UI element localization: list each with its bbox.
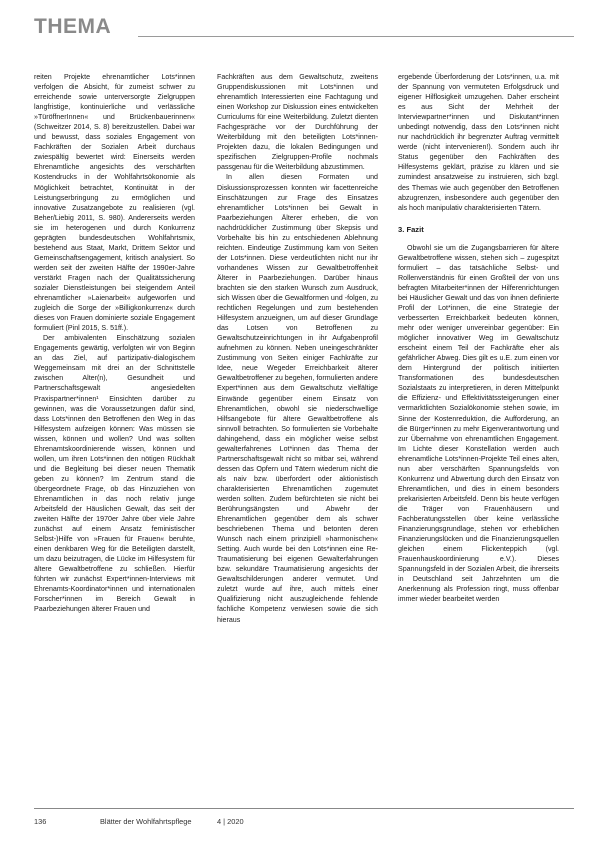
footer-rule bbox=[34, 808, 574, 809]
paragraph: Der ambivalenten Einschätzung sozialen Engagements gewärtig, verfolgten wir von Beginn an das Ziel, auf partizipativ-dialogischem Weggemeinsam mit drei an der Schnittstelle zwischen Alter(n), Gesundheit und Partnerschaftsgewalt angesiedelten Praxispartner*innen¹ Einsichten darüber zu gewinnen, was die Voraussetzungen dafür sind, dass Lots*innen den Betroffenen den Weg in das Hilfesystem aufzeigen können: Was müssen sie wissen, können und wollen? Und was sollten Ehrenamtskoordinierende wissen, können und wollen, um ihren Lots*innen den nötigen Rückhalt und die Begleitung bei dieser neuen Thematik geben zu können? Im Zentrum stand die übergeordnete Frage, ob das Hinzuziehen von Ehrenamtlichen in das noch relativ junge Arbeitsfeld der Häuslichen Gewalt, das seit der zweiten Hälfte der 1970er Jahre über viele Jahre zunächst auf einem Ansatz feministischer Selbst-)Hilfe von »Frauen für Frauen« beruhte, einen denkbaren Weg für die Beteiligten darstellt, um dazu beizutragen, die Lücke im Hilfesystem für ältere Gewaltbetroffene zu schließen. Hierfür führten wir zunächst Expert*innen-Interviews mit Ehrenamts-Koordinator*innen und internationalen Forscher*innen im Bereich Gewalt in Paarbeziehungen älterer Frauen und bbox=[34, 334, 195, 614]
paragraph: reiten Projekte ehrenamtlicher Lots*innen verfolgen die Absicht, für zumeist schwer zu erreichende sowie unterversorgte Zielgruppen langfristige, kontinuierliche und verlässliche »TüröffnerInnen« und Brückenbauerinnen« (Schweitzer 2014, S. 8) bereitzustellen. Dabei war und bewusst, dass soziales Engagement von Fachkräften der Sozialen Arbeit durchaus zwiespältig bewertet wird: Einerseits werden Ehrenamtliche angesichts des verschärften Kostendrucks in der Wohlfahrtsökonomie als Möglichkeit betrachtet, Kontinuität in der Leistungserbringung zu ermöglichen und innovative Zusatzangebote zu realisieren (vgl. Beher/Liebig 2011, S. 980). Andererseits werden sie im heterogenen und durch Konkurrenz geprägten bundesdeutschen Wohlfahrtsmix, bestehend aus Staat, Markt, Drittem Sektor und Gemeinschaftsengagement, kritisch analysiert. So werden seit der zweiten Hälfte der 1990er-Jahre verstärkt Fragen nach der Qualitätssicherung sozialer Dienstleistungen bei steigendem Anteil ehrenamtlicher »Laienarbeit« aufgeworfen und zugleich die Sorge der »Billigkonkurrenz« durch dieses von Frauen dominierte soziale Engagement formuliert (Pinl 2015, S. 51ff.). bbox=[34, 73, 195, 333]
section-heading: 3. Fazit bbox=[398, 224, 424, 234]
paragraph: Fachkräften aus dem Gewaltschutz, zweitens Gruppendiskussionen mit Lots*innen und ehrenamtlich Interessierten eine Fachtagung und einen Workshop zur Diskussion eines entwickelten Curriculums für eine Weiterbildung. Zuletzt dienten Fachgespräche vor der Durchführung der Weiterbildung mit den beteiligten Lots*innen-Projekten dazu, die lokalen Bedingungen und spezifischen Zielgruppen-Profile nochmals passgenau für die Weiterbildung abzustimmen. bbox=[217, 73, 378, 172]
header-rule bbox=[138, 36, 574, 37]
section-title: THEMA bbox=[34, 15, 112, 38]
page-header bbox=[34, 14, 574, 40]
paragraph: ergebende Überforderung der Lots*innen, u.a. mit der Spannung von vermuteten Erfolgsdruck und eigener Hilflosigkeit umzugehen. Daher erscheint es aus Sicht der Mehrheit der Interviewpartner*innen und Diskutant*innen unbedingt notwendig, dass den Lots*innen nicht nur nachdrücklich ihr begrenzter Auftrag vermittelt werde (nicht intervenieren!). Sondern auch ihr Status gegenüber den Fachkräften des Hilfesystems geklärt, präzise zu klären und sie zumindest ansatzweise zu instruieren, sich bzgl. des Themas wie auch gegenüber den Betroffenen abzugrenzen, insbesondere auch gegenüber den als hoch manipulativ charakterisierten Tätern. bbox=[398, 73, 559, 212]
paragraph: Obwohl sie um die Zugangsbarrieren für ältere Gewaltbetroffene wissen, stehen sich – zugespitzt formuliert – das tatsächliche Selbst- und Rollenverständnis für einen Großteil der von uns befragten Mitarbeiter*innen der Hilferenrichtungen bei Häuslicher Gewalt und das von ihnen definierte Profil der Lot*innen, die eine Strategie der verbesserten Erreichbarkeit bedeuten können, mehr oder weniger unvereinbar gegenüber: Ein möglicher innovativer Weg im Gewaltschutz erscheint einem Teil der Fachkräfte eher als gefährlicher Abweg. Dies gilt es u.E. zum einen vor dem Hintergrund der politisch initiierten Transformationen des bundesdeutschen Sozialstaats zu interpretieren, in deren Mittelpunkt die Effizienz- und Effektivitätssteigerungen einer vermarktlichten Sozialökonomie stehen sowie, im Sinne der Kostenreduktion, die Aufforderung, an die Bürger*innen zu mehr Eigenverantwortung und zur Übernahme von ehrenamtlichen Engagement. Im Lichte dieser Konstellation werden auch ehrenamtliche Lots*innen-Projekte Teil eines alten, nun aber verschärften Spannungsfelds von Konkurrenz und Abwertung durch den Einsatz von Ehrenamtlichen, und dies in einem besonders prekarisierten Arbeitsfeld. Denn bis heute verfügen die Träger von Frauenhäusern und Fachberatungsstellen über keine verlässliche Finanzierungsgrundlage, stehen vor erheblichen Finanzierungslücken und die Finanzierungsquellen gleichen einem Flickenteppich (vgl. Frauenhauskoordinierung e.V.). Dieses Spannungsfeld in der Sozialen Arbeit, die ihrerseits in Deutschland seit Jahrzehnten um die Anerkennung als Profession ringt, muss offenbar immer wieder bearbeitet werden bbox=[398, 243, 559, 604]
issue-number: 4 | 2020 bbox=[217, 817, 244, 826]
text-column-1 bbox=[34, 72, 195, 615]
journal-name: Blätter der Wohlfahrtspflege bbox=[100, 817, 192, 826]
page-number: 136 bbox=[34, 817, 47, 826]
paragraph: In allen diesen Formaten und Diskussionsprozessen konnten wir facettenreiche Einschätzungen zur Frage des Einsatzes ehrenamtlicher Lots*innen bei Gewalt in Paarbeziehungen Älterer erheben, die von nachdrücklicher Zustimmung über Skepsis und Vorbehalte bis hin zu entschiedenen Ablehnung reichten. Eindeutige Zustimmung kam von Seiten der Lots*innen. Diese verdeutlichten nicht nur ihr vorhandenes Wissen zur Gewaltbetroffenheit Älterer in Paarbeziehungen. Darüber hinaus brachten sie den starken Wunsch zum Ausdruck, sich Wissen über die Gewaltformen und -folgen, zu rechtlichen Regelungen und zum bestehenden Hilfesystem anzueignen, um auf dieser Grundlage das Lotsen von Betroffenen zu Gewaltschutzeinrichtungen in ihr Aufgabenprofil aufnehmen zu können. Neben uneingeschränkter Zustimmung von Seiten einiger Fachkräfte zur Idee, neue Wegeder Erreichbarkeit älterer Gewaltbetroffener zu begehen, formulierten andere Expert*innen aus dem Gewaltschutz vielfältige Einwände gegenüber einem Einsatz von Ehrenamtlichen, obwohl sie niederschwellige Hilfsangebote für ältere Gewaltbetroffene als sinnvoll betrachten. So formulierten sie Vorbehalte dahingehend, dass ein möglicher weise selbst gewalterfahrenes Lot*innen das Thema der Partnerschaftsgewalt nicht so mitbar sei, während dessen das Opfern und Tätern wiederum nicht die als naiv bzw. überfordert oder aktionistisch charakterisierten Ehrenamtlichen zugemutet werden sollten. Zudem befürchteten sie nicht bei Berührungsängsten und Abwehr der Ehrenamtlichen gegenüber dem als schwer beschriebenen Thema und betonten deren Wunsch nach einem prinzipiell »harmonischen« Setting. Auch wurde bei den Lots*innen eine Re-Traumatisierung bei eigenen Gewalterfahrungen bzw. sekundäre Traumatisierung angesichts der Gewaltschilderungen anderer vermutet. Und zuletzt wurde auf ihre, auch mittels einer Qualifizierung nicht auszugleichende fehlende fachliche Kompetenz verwiesen sowie die sich hieraus bbox=[217, 173, 378, 624]
page-footer bbox=[34, 808, 574, 828]
text-column-3 bbox=[398, 72, 559, 604]
text-column-2 bbox=[217, 72, 378, 625]
